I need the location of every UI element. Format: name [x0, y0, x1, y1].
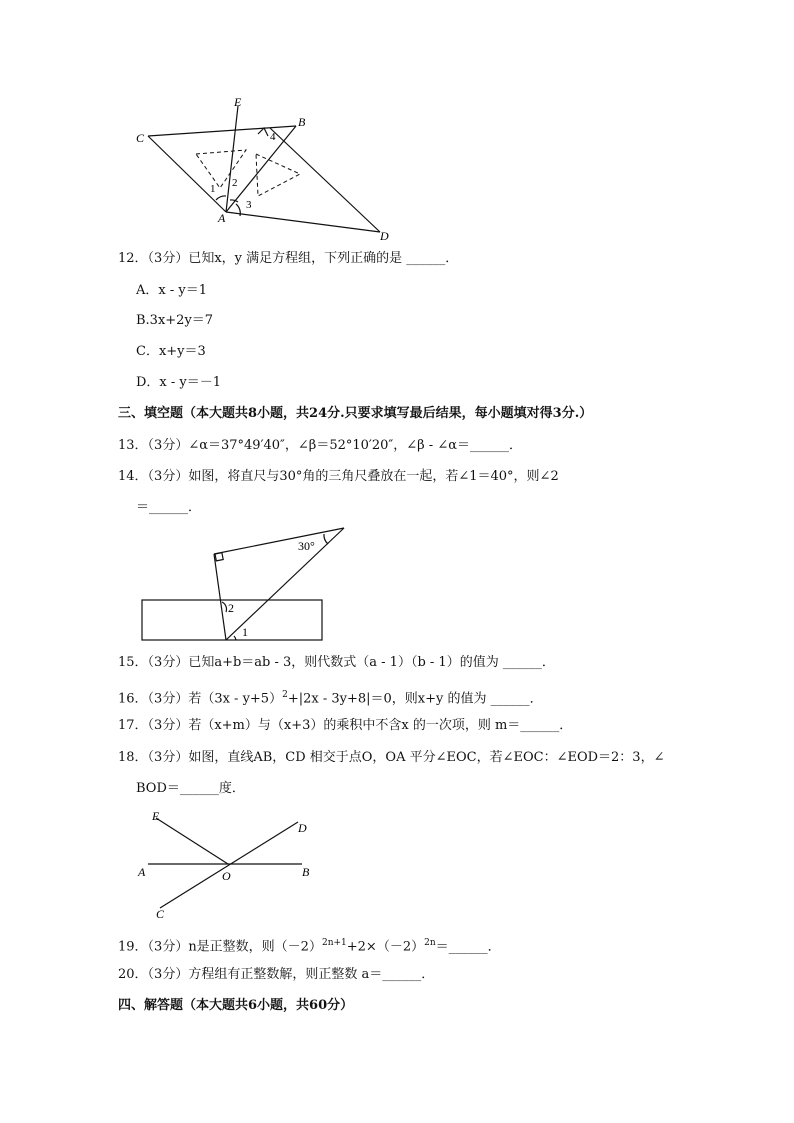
label-angle-4: 4 — [270, 131, 276, 143]
question-19-exponent-2: 2n — [424, 938, 436, 948]
angle-2-mark-fig2 — [222, 602, 227, 612]
segment-ae — [226, 106, 238, 212]
question-12-stem: 12．（3分）已知x，y 满足方程组，下列正确的是 ______． — [118, 251, 459, 266]
label-30-degrees: 30° — [298, 539, 315, 553]
segment-ca — [148, 136, 226, 212]
question-12-option-d: D．x - y＝－1 — [136, 375, 222, 390]
figure-intersecting-lines — [134, 808, 324, 922]
label-angle-2: 2 — [232, 177, 238, 189]
label-angle-1-fig2: 1 — [242, 625, 248, 639]
figure-ruler-and-triangle — [138, 524, 350, 644]
question-16-exponent: 2 — [282, 690, 288, 700]
dashed-triangle-right — [256, 154, 300, 196]
question-19-pre: 19．（3分）n是正整数，则（－2） — [118, 939, 322, 955]
segment-ad — [226, 212, 380, 232]
label-o-fig3: O — [222, 869, 231, 883]
question-13: 13．（3分）∠α＝37°49′40″，∠β＝52°10′20″，∠β - ∠α＝______． — [118, 438, 522, 453]
question-16-post: +|2x - 3y+8|＝0，则x+y 的值为 ______． — [287, 691, 543, 707]
question-19-exponent-1: 2n+1 — [321, 938, 347, 948]
question-15: 15．（3分）已知a+b＝ab - 3，则代数式（a - 1）（b - 1）的值为 ______． — [118, 655, 555, 670]
label-d-fig3: D — [298, 821, 307, 835]
question-12-option-a: A．x - y＝1 — [136, 283, 207, 298]
question-12-option-b: B.3x+2y＝7 — [136, 313, 214, 328]
label-angle-3: 3 — [246, 199, 252, 211]
section-3-title: 三、填空题（本大题共8小题，共24分.只要求填写最后结果，每小题填对得3分.） — [118, 406, 593, 421]
label-b-fig3: B — [302, 865, 310, 879]
question-19-post: ＝______． — [435, 939, 501, 955]
label-e-fig3: E — [152, 809, 160, 823]
angle-1-mark — [216, 196, 226, 200]
triangle-hypotenuse — [226, 528, 344, 640]
dashed-triangle-left — [196, 150, 246, 188]
question-14-line-1: 14．（3分）如图，将直尺与30°角的三角尺叠放在一起，若∠1＝40°，则∠2 — [118, 469, 559, 484]
segment-bd-part — [270, 128, 380, 232]
question-19 — [118, 934, 501, 956]
label-e: E — [234, 95, 242, 109]
line-cd — [160, 822, 298, 908]
question-18-line-2: BOD＝______度． — [136, 781, 245, 796]
triangle-left-edge — [214, 554, 226, 640]
section-4-title: 四、解答题（本大题共6小题，共60分） — [118, 998, 354, 1013]
question-18-line-1: 18．（3分）如图，直线AB，CD 相交于点O，OA 平分∠EOC，若∠EOC：∠EOD＝2：3，∠ — [118, 750, 665, 765]
question-16-pre: 16．（3分）若（3x - y+5） — [118, 691, 283, 707]
question-19-mid: +2×（－2） — [346, 939, 425, 955]
question-20: 20．（3分）方程组有正整数解，则正整数 a＝______． — [118, 967, 435, 982]
label-a: A — [218, 211, 226, 225]
label-a-fig3: A — [138, 865, 146, 879]
question-17: 17．（3分）若（x+m）与（x+3）的乘积中不含x 的一次项，则 m＝______． — [118, 718, 573, 733]
label-b: B — [298, 115, 306, 129]
question-12-option-c: C．x+y＝3 — [136, 344, 206, 359]
question-16 — [118, 686, 543, 708]
label-c: C — [136, 131, 145, 145]
label-angle-1: 1 — [210, 183, 216, 195]
angle-30-mark — [324, 534, 328, 544]
right-angle-mark — [215, 553, 223, 561]
question-14-line-2: ＝______． — [136, 500, 202, 515]
ray-oe — [156, 818, 228, 864]
figure-triangles-on-parallelogram — [130, 92, 400, 242]
triangle-top-edge — [214, 528, 344, 554]
segment-ab — [226, 126, 296, 212]
label-c-fig3: C — [156, 907, 165, 921]
label-d: D — [380, 229, 389, 242]
angle-4-mark — [258, 128, 268, 136]
label-angle-2-fig2: 2 — [228, 601, 234, 615]
